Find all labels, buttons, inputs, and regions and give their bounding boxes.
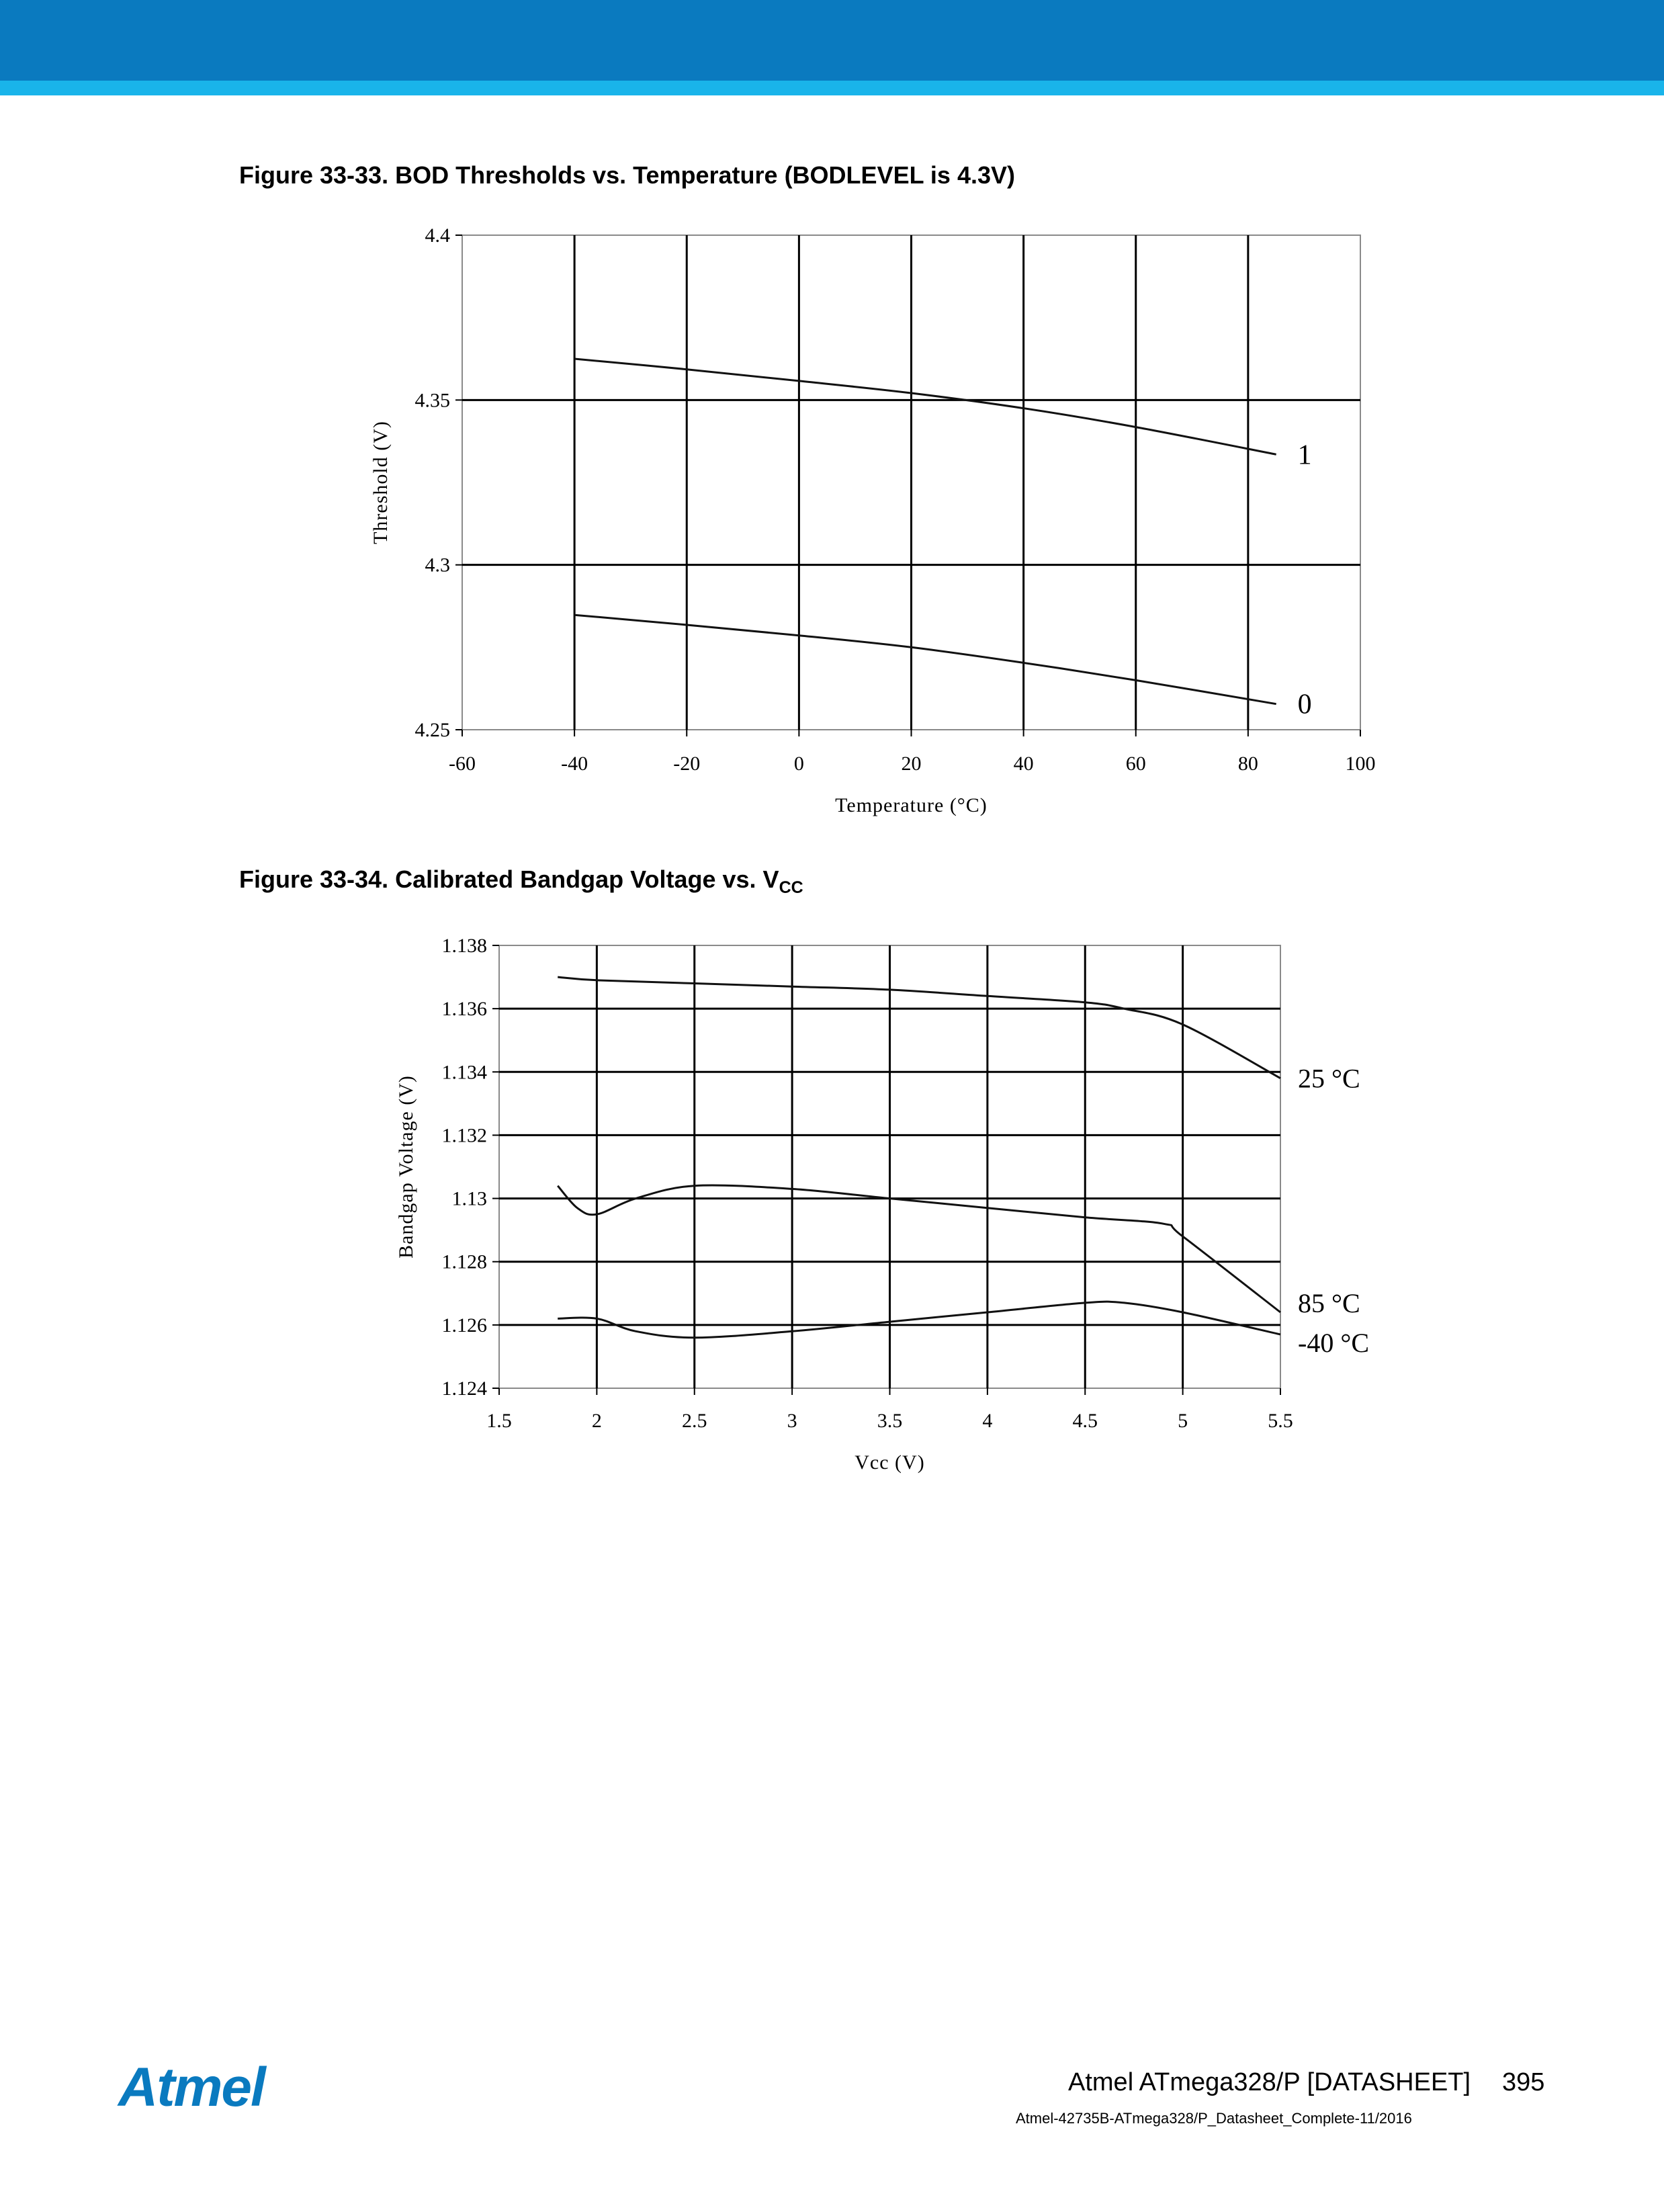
x-axis-label: Vcc (V) [855, 1451, 925, 1474]
y-axis-label: Threshold (V) [369, 421, 392, 544]
y-tick-label: 4.3 [425, 554, 450, 577]
x-tick-label: 60 [1125, 753, 1146, 775]
series-line-3 [558, 1302, 1280, 1338]
x-tick-label: -60 [449, 753, 476, 775]
x-tick-label: 20 [901, 753, 922, 775]
y-tick-label: 1.126 [441, 1314, 487, 1336]
x-tick-label: 3 [787, 1410, 797, 1432]
x-tick-label: 4 [982, 1410, 993, 1432]
x-tick-label: 1.5 [486, 1410, 512, 1432]
figure-title-bod: Figure 33-33. BOD Thresholds vs. Temperature (BODLEVEL is 4.3V) [239, 161, 1015, 189]
series-label-2: 85 °C [1298, 1288, 1360, 1319]
y-tick-label: 4.4 [425, 224, 450, 247]
x-tick-label: 100 [1345, 753, 1376, 775]
x-tick-label: 2 [591, 1410, 602, 1432]
x-tick-label: 40 [1013, 753, 1034, 775]
x-tick-label: 2.5 [682, 1410, 707, 1432]
y-tick-label: 1.13 [451, 1187, 487, 1210]
y-tick-label: 1.124 [441, 1377, 487, 1400]
footer-document-title: Atmel ATmega328/P [DATASHEET] [1068, 2068, 1471, 2096]
series-label-2: 0 [1297, 689, 1312, 720]
y-tick-label: 4.35 [414, 389, 450, 412]
x-tick-label: 80 [1237, 753, 1258, 775]
x-tick-label: 5.5 [1268, 1410, 1293, 1432]
y-tick-label: 1.128 [441, 1250, 487, 1273]
y-tick-label: 1.136 [441, 998, 487, 1021]
x-tick-label: -20 [673, 753, 701, 775]
page-number: 395 [1502, 2068, 1545, 2096]
series-label-3: -40 °C [1298, 1327, 1369, 1358]
figure-title-bandgap-text: Figure 33-34. Calibrated Bandgap Voltage vs. V [239, 865, 779, 893]
y-tick-label: 1.138 [441, 935, 487, 957]
series-line-2 [558, 1185, 1280, 1312]
atmel-logo: Atmel [118, 2057, 265, 2118]
x-tick-label: 4.5 [1072, 1410, 1098, 1432]
series-label-1: 25 °C [1298, 1063, 1360, 1094]
y-tick-label: 1.134 [441, 1061, 487, 1084]
figure-title-bandgap-subscript: CC [779, 878, 803, 897]
x-axis-label: Temperature (°C) [835, 794, 988, 816]
x-tick-label: 5 [1178, 1410, 1188, 1432]
y-tick-label: 1.132 [441, 1124, 487, 1147]
y-tick-label: 4.25 [414, 719, 450, 741]
x-tick-label: -40 [561, 753, 588, 775]
x-tick-label: 0 [793, 753, 804, 775]
x-tick-label: 3.5 [877, 1410, 903, 1432]
series-label-1: 1 [1297, 439, 1312, 471]
y-axis-label: Bandgap Voltage (V) [395, 1075, 417, 1259]
series-line-1 [558, 977, 1280, 1078]
footer-document-id: Atmel-42735B-ATmega328/P_Datasheet_Complete-11/2016 [1016, 2110, 1412, 2127]
